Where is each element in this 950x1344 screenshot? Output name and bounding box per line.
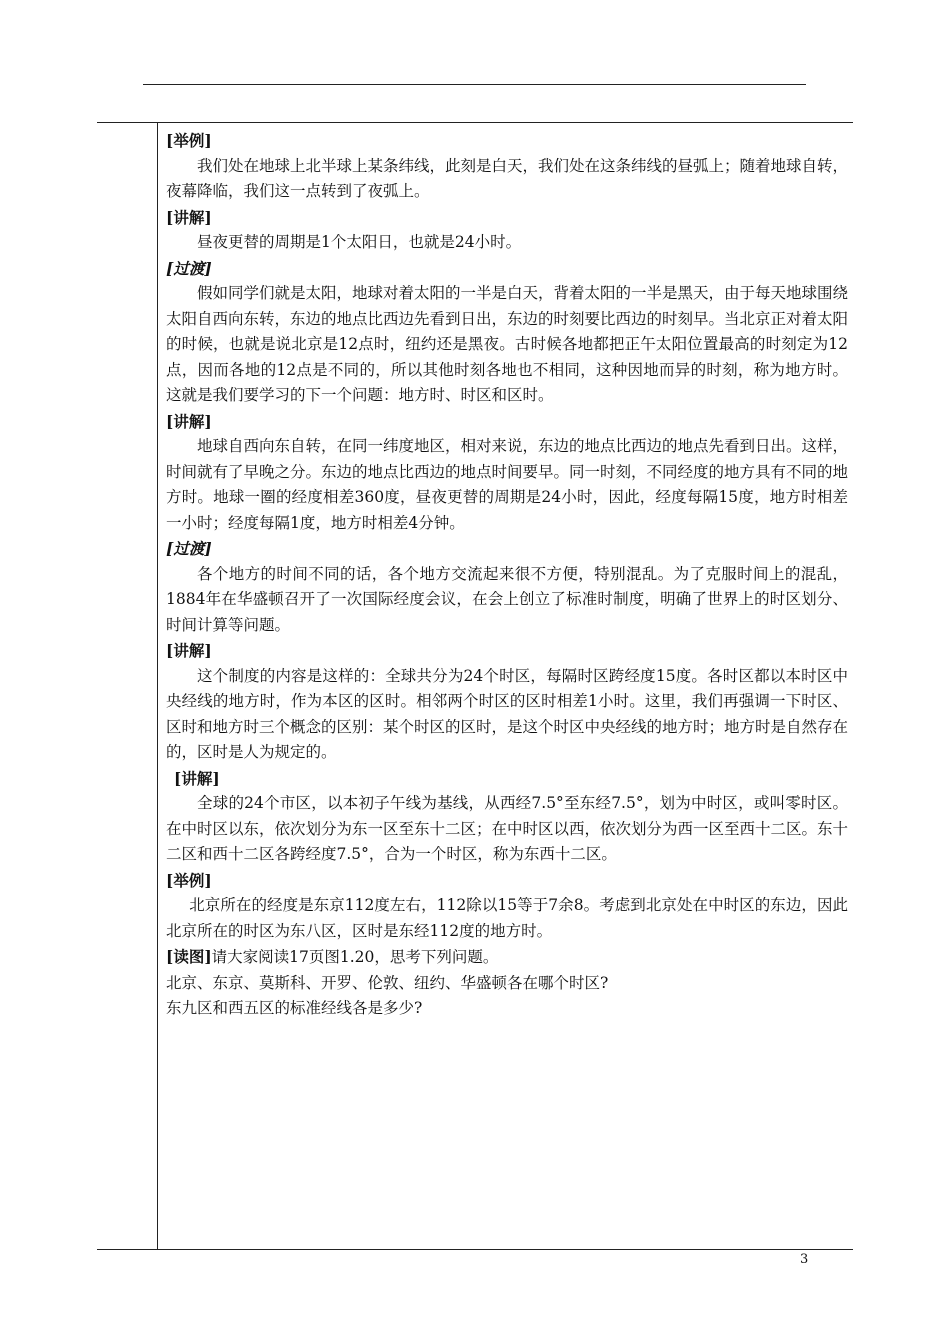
section-text: 假如同学们就是太阳，地球对着太阳的一半是白天，背着太阳的一半是黑天，由于每天地球围绕太阳自西向东转，东边的地点比西边先看到日出，东边的时刻要比西边的时刻早。当北京正对着太阳的时候，也就是说北京是12点时，纽约还是黑夜。古时候各地都把正午太阳位置最高的时刻定为12点，因而各地的12点是不同的，所以其他时刻各地也不相同，这种因地而异的时刻，称为地方时。这就是我们要学习的下一个问题：地方时、时区和区时。: [166, 284, 849, 404]
section-label: [讲解]: [166, 411, 212, 431]
section-text: 地球自西向东自转，在同一纬度地区，相对来说，东边的地点比西边的地点先看到日出。这样，时间就有了早晚之分。东边的地点比西边的地点时间要早。同一时刻，不同经度的地方具有不同的地方时。地球一圈的经度相差360度，昼夜更替的周期是24小时，因此，经度每隔15度，地方时相差一小时；经度每隔1度，地方时相差4分钟。: [166, 437, 849, 532]
section-explain-4: [166, 766, 848, 868]
section-text: 昼夜更替的周期是1个太阳日，也就是24小时。: [197, 233, 522, 251]
section-label: [举例]: [166, 131, 212, 150]
table-bottom-border: [97, 1249, 853, 1250]
section-label: [讲解]: [166, 207, 212, 227]
question-1: 北京、东京、莫斯科、开罗、伦敦、纽约、华盛顿各在哪个时区?: [166, 973, 609, 992]
section-label: [过渡]: [166, 258, 212, 278]
section-text: 这个制度的内容是这样的：全球共分为24个时区，每隔时区跨经度15度。各时区都以本时区中央经线的地方时，作为本区的区时。相邻两个时区的区时相差1小时。这里，我们再强调一下时区、区时和地方时三个概念的区别：某个时区的区时，是这个时区中央经线的地方时；地方时是自然存在的，区时是人为规定的。: [166, 666, 849, 761]
table-column-divider: [157, 122, 158, 1249]
section-read-figure: [166, 944, 848, 1022]
lesson-content: [166, 128, 848, 1022]
section-label: [讲解]: [174, 768, 220, 788]
section-explain-3: [166, 638, 848, 766]
section-text: 我们处在地球上北半球上某条纬线，此刻是白天，我们处在这条纬线的昼弧上；随着地球自转，夜幕降临，我们这一点转到了夜弧上。: [166, 156, 849, 200]
section-example-1: [166, 128, 848, 205]
section-label: [过渡]: [166, 539, 212, 558]
read-figure-text: 请大家阅读17页图1.20，思考下列问题。: [211, 948, 499, 966]
section-example-2: [166, 868, 848, 945]
section-explain-2: [166, 409, 848, 537]
section-transition-2: [166, 536, 848, 638]
read-figure-label: [读图]: [166, 947, 212, 966]
section-label: [举例]: [166, 870, 212, 890]
section-explain-1: [166, 205, 848, 256]
section-text: 各个地方的时间不同的话，各个地方交流起来很不方便，特别混乱。为了克服时间上的混乱，1884年在华盛顿召开了一次国际经度会议，在会上创立了标准时制度，明确了世界上的时区划分、时间计算等问题。: [166, 564, 848, 634]
page-number: 3: [800, 1252, 809, 1267]
section-label: [讲解]: [166, 641, 212, 660]
section-text: 北京所在的经度是东京112度左右，112除以15等于7余8。考虑到北京处在中时区的东边，因此北京所在的时区为东八区，区时是东经112度的地方时。: [166, 896, 848, 940]
table-top-border: [97, 122, 853, 123]
section-text: 全球的24个市区，以本初子午线为基线，从西经7.5°至东经7.5°，划为中时区，或叫零时区。在中时区以东，依次划分为东一区至东十二区；在中时区以西，依次划分为西一区至西十二区。东十二区和西十二区各跨经度7.5°，合为一个时区，称为东西十二区。: [166, 794, 849, 863]
question-2: 东九区和西五区的标准经线各是多少?: [166, 999, 423, 1017]
section-transition-1: [166, 256, 848, 409]
header-rule: [143, 84, 806, 85]
